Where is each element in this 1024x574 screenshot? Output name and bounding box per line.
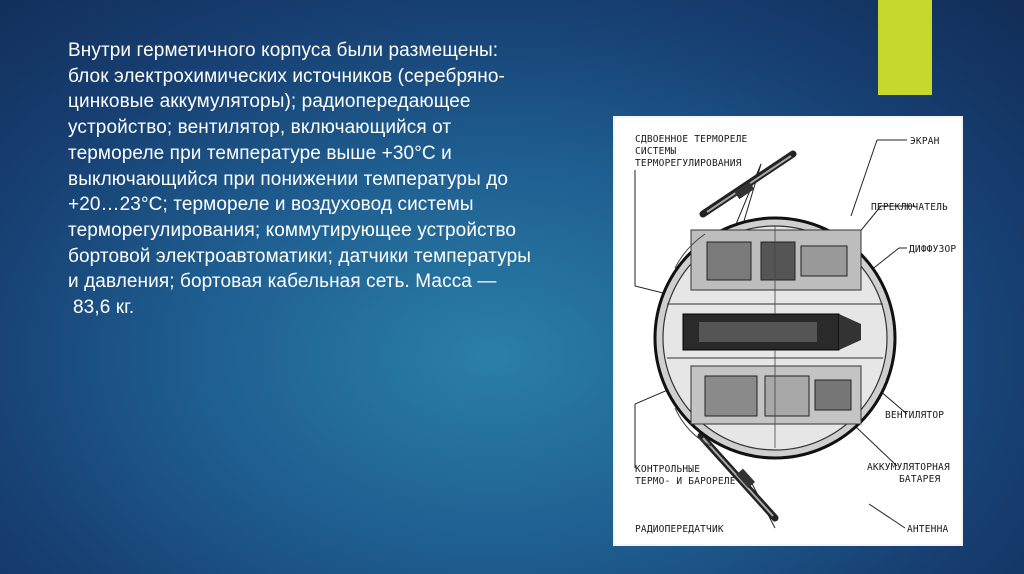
label-screen: ЭКРАН	[910, 136, 940, 147]
label-battery-2: БАТАРЕЯ	[899, 474, 941, 485]
body-text	[68, 38, 538, 321]
accent-bar	[878, 0, 932, 95]
label-transmitter: РАДИОПЕРЕДАТЧИК	[635, 524, 724, 535]
body-paragraph: Внутри герметичного корпуса были размещены: блок электрохимических источников (серебряно-цинковые аккумуляторы); радиопередающее устройство; вентилятор, включающийся от термореле при температуре выше +30°C и выключающийся при понижении температуры до +20…23°C; термореле и воздуховод системы терморегулирования; коммутирующее устройство бортовой электроавтоматики; датчики температуры и давления; бортовая кабельная сеть. Масса —	[68, 40, 532, 293]
label-thermo-relay-3: ТЕРМОРЕГУЛИРОВАНИЯ	[635, 158, 742, 169]
label-diffuser: ДИФФУЗОР	[909, 244, 957, 255]
sputnik-diagram	[613, 116, 963, 546]
label-control-2: ТЕРМО- И БАРОРЕЛЕ	[635, 476, 736, 487]
label-battery-1: АККУМУЛЯТОРНАЯ	[867, 462, 950, 473]
sphere-body	[655, 218, 895, 458]
label-antenna: АНТЕННА	[907, 524, 949, 535]
label-fan: ВЕНТИЛЯТОР	[885, 410, 945, 421]
mass-value: 83,6 кг.	[73, 297, 135, 319]
label-thermo-relay-1: СДВОЕННОЕ ТЕРМОРЕЛЕ	[635, 134, 748, 145]
label-switch: ПЕРЕКЛЮЧАТЕЛЬ	[871, 202, 948, 213]
label-thermo-relay-2: СИСТЕМЫ	[635, 146, 677, 157]
label-control-1: КОНТРОЛЬНЫЕ	[635, 464, 701, 475]
sputnik-diagram-drawing	[615, 118, 961, 544]
